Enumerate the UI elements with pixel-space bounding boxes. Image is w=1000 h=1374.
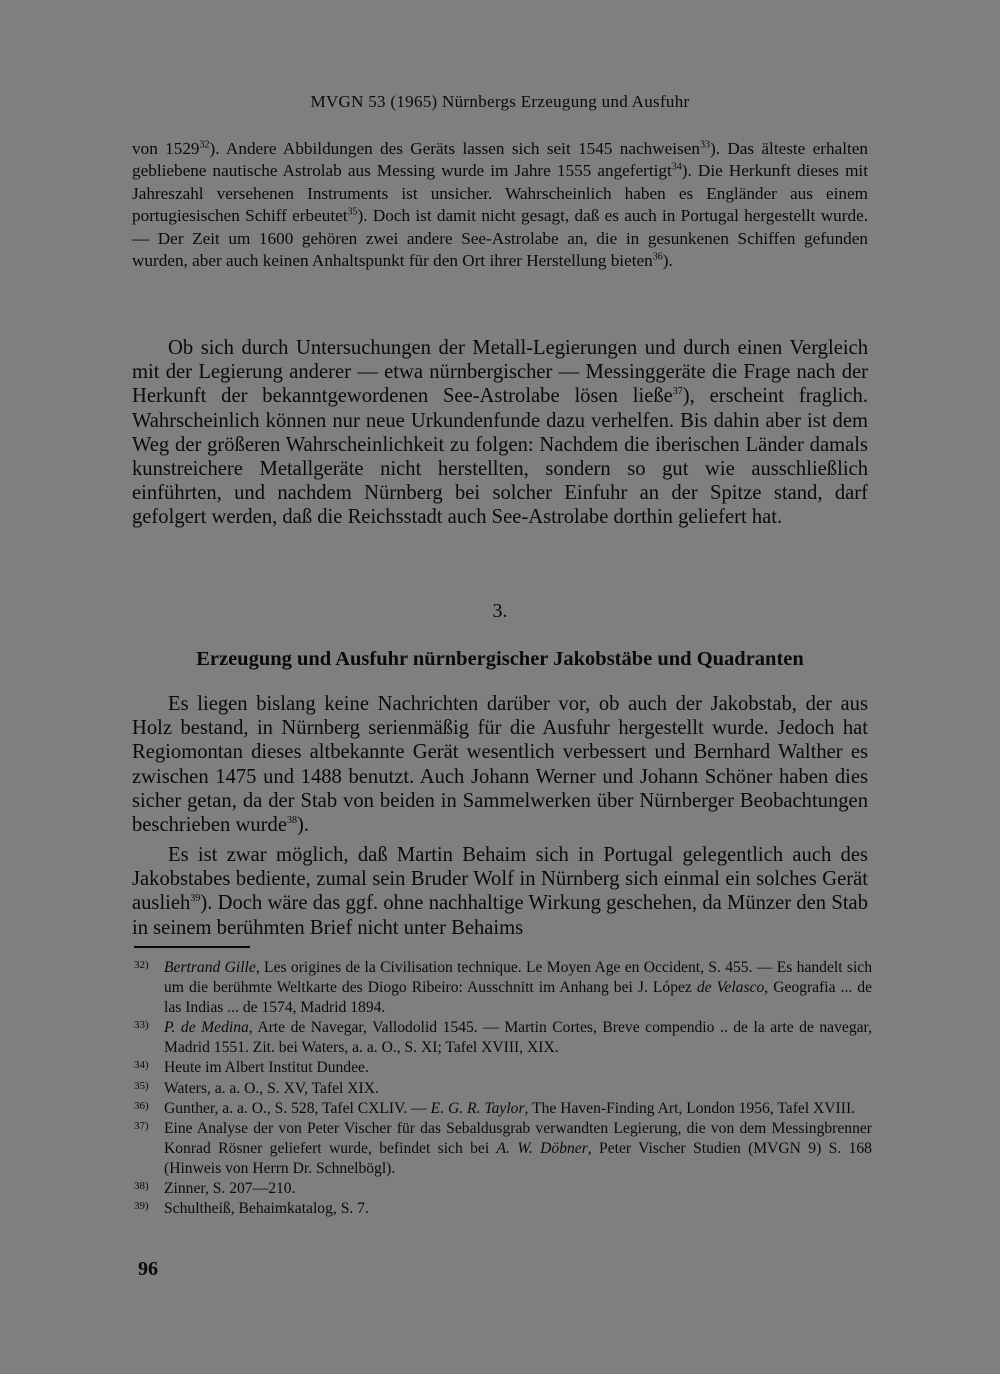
footnote-ref-38[interactable]: 38 (286, 815, 297, 827)
text-run: , The Haven-Finding Art, London 1956, Tafel XVIII. (524, 1099, 856, 1117)
text-run: ). (662, 251, 673, 271)
text-run: , Arte de Navegar, Vallodolid 1545. — Martin Cortes, Breve compendio .. de la arte de navegar, Madrid 1551. Zit. bei Waters, a. a. O., S. XI; Tafel XVIII, XIX. (164, 1019, 873, 1057)
author-name: A. W. Döbner (496, 1139, 588, 1157)
footnote-ref-37[interactable]: 37 (672, 386, 683, 398)
text-run: , Les origines de la Civilisation technique. Le Moyen Age en Occident, S. 455. — Es handelt sich um die berühmte Weltkarte des Diogo Ribeiro: Ausschnitt im Anhang bei J. López (164, 959, 872, 997)
footnote-38 (134, 1179, 872, 1199)
author-name: E. G. R. Taylor (430, 1099, 525, 1117)
footnote-text (164, 1119, 872, 1179)
footnote-number: 36) (134, 1099, 149, 1112)
footnote-36 (134, 1099, 872, 1119)
footnote-text (164, 958, 872, 1018)
paragraph-astrolabe-dates (132, 138, 868, 272)
text-run: Es ist zwar möglich, daß Martin Behaim sich in Portugal gelegentlich auch des Jakobstabes bediente, zumal sein Bruder Wolf in Nürnberg sich einmal ein solches Gerät auslieh (132, 844, 868, 915)
text-run: Ob sich durch Untersuchungen der Metall-Legierungen und durch einen Vergleich mit der Legierung anderer — etwa nürnbergischer — Messinggeräte die Frage nach der Herkunft der bekanntgewordenen See-Astrolabe lösen ließe (132, 337, 868, 408)
footnote-ref-34[interactable]: 34 (671, 161, 682, 173)
text-run: ). Die Herkunft dieses mit Jahreszahl versehenen Instruments ist unsicher. Wahrscheinlich haben es Engländer aus einem portugiesischen Schiff erbeutet (132, 161, 868, 226)
section-number: 3. (492, 600, 508, 622)
text-run: , Peter Vischer Studien (MVGN 9) S. 168 (Hinweis von Herrn Dr. Schnelbögl). (164, 1139, 872, 1177)
text-run: ). Doch ist damit nicht gesagt, daß es auch in Portugal hergestellt wurde. — Der Zeit um 1600 gehören zwei andere See-Astrolabe an, die in gesunkenen Schiffen gefunden wurden, aber auch keinen Anhaltspunkt für den Ort ihrer Herstellung bieten (132, 206, 868, 271)
paragraph-behaim (132, 843, 868, 940)
text-run: Es liegen bislang keine Nachrichten darüber vor, ob auch der Jakobstab, der aus Holz bestand, in Nürnberg serienmäßig für die Ausfuhr hergestellt wurde. Jedoch hat Regiomontan dieses altbekannte Gerät wesentlich verbessert und Bernhard Walther es zwischen 1475 und 1488 benutzt. Auch Johann Werner und Johann Schöner haben dies sicher getan, da der Stab von beiden in Sammelwerken über Nürnberger Beobachtungen beschrieben wurde (132, 693, 868, 837)
footnote-number: 38) (134, 1180, 149, 1193)
footnote-37 (134, 1119, 872, 1179)
text-run: Gunther, a. a. O., S. 528, Tafel CXLIV. — (164, 1099, 431, 1117)
paragraph-jakobstab (132, 692, 868, 837)
footnote-number: 37) (134, 1119, 149, 1132)
footnote-number: 39) (134, 1200, 149, 1213)
footnote-ref-39[interactable]: 39 (190, 893, 201, 905)
text-run: ). Doch wäre das ggf. ohne nachhaltige Wirkung geschehen, da Münzer den Stab in seinem berühmten Brief nicht unter Behaims (132, 892, 868, 939)
footnote-text: Zinner, S. 207—210. (164, 1180, 296, 1198)
text-run: ), erscheint fraglich. Wahrscheinlich können nur neue Urkundenfunde dazu verhelfen. Bis dahin aber ist dem Weg der größeren Wahrscheinlichkeit zu folgen: Nachdem die iberischen Länder damals kunstreichere Metallgeräte nicht herstellten, sondern so gut wie ausschließlich einführten, und nachdem Nürnberg bei solcher Einfuhr an der Spitze stand, darf gefolgert werden, daß die Reichsstadt auch See-Astrolabe dorthin geliefert hat. (132, 385, 868, 529)
footnote-text: Heute im Albert Institut Dundee. (164, 1059, 369, 1077)
paragraph-metal-alloys (132, 336, 868, 530)
footnote-39 (134, 1199, 872, 1219)
footnote-number: 34) (134, 1059, 149, 1072)
footnote-text (164, 1018, 872, 1058)
footnotes (134, 958, 872, 1219)
author-name: P. de Medina (164, 1019, 249, 1037)
footnote-text: Schultheiß, Behaimkatalog, S. 7. (164, 1200, 369, 1218)
footnote-text: Waters, a. a. O., S. XV, Tafel XIX. (164, 1079, 379, 1097)
footnote-text (164, 1099, 872, 1119)
section-heading: Erzeugung und Ausfuhr nürnbergischer Jakobstäbe und Quadranten (196, 648, 804, 670)
footnote-ref-35[interactable]: 35 (347, 206, 358, 218)
text-run: Eine Analyse der von Peter Vischer für das Sebaldusgrab verwandten Legierung, die von dem Messingbrenner Konrad Rösner geliefert wurde, befindet sich bei (164, 1119, 872, 1157)
text-run: von 1529 (132, 139, 200, 158)
footnote-34 (134, 1058, 872, 1078)
footnote-33 (134, 1018, 872, 1058)
footnote-32 (134, 958, 872, 1018)
text-run: ). Andere Abbildungen des Geräts lassen sich seit 1545 nachweisen (209, 139, 700, 158)
footnote-35 (134, 1079, 872, 1099)
author-name: de Velasco (696, 979, 765, 997)
footnote-number: 32) (134, 959, 149, 971)
footnote-ref-32[interactable]: 32 (199, 139, 210, 151)
footnote-ref-33[interactable]: 33 (699, 139, 710, 151)
running-head: MVGN 53 (1965) Nürnbergs Erzeugung und Ausfuhr (310, 92, 690, 111)
text-run: ). Das älteste erhalten gebliebene nautische Astrolab aus Messing wurde im Jahre 1555 angefertigt (132, 139, 869, 181)
text-run: , Geografia ... de las Indias ... de 1574, Madrid 1894. (164, 979, 873, 1017)
page-number: 96 (138, 1258, 158, 1280)
author-name: Bertrand Gille (164, 959, 256, 976)
text-run: ). (296, 814, 309, 837)
footnote-divider (134, 946, 250, 948)
footnote-ref-36[interactable]: 36 (652, 251, 663, 263)
footnote-number: 35) (134, 1079, 149, 1092)
footnote-number: 33) (134, 1019, 149, 1032)
